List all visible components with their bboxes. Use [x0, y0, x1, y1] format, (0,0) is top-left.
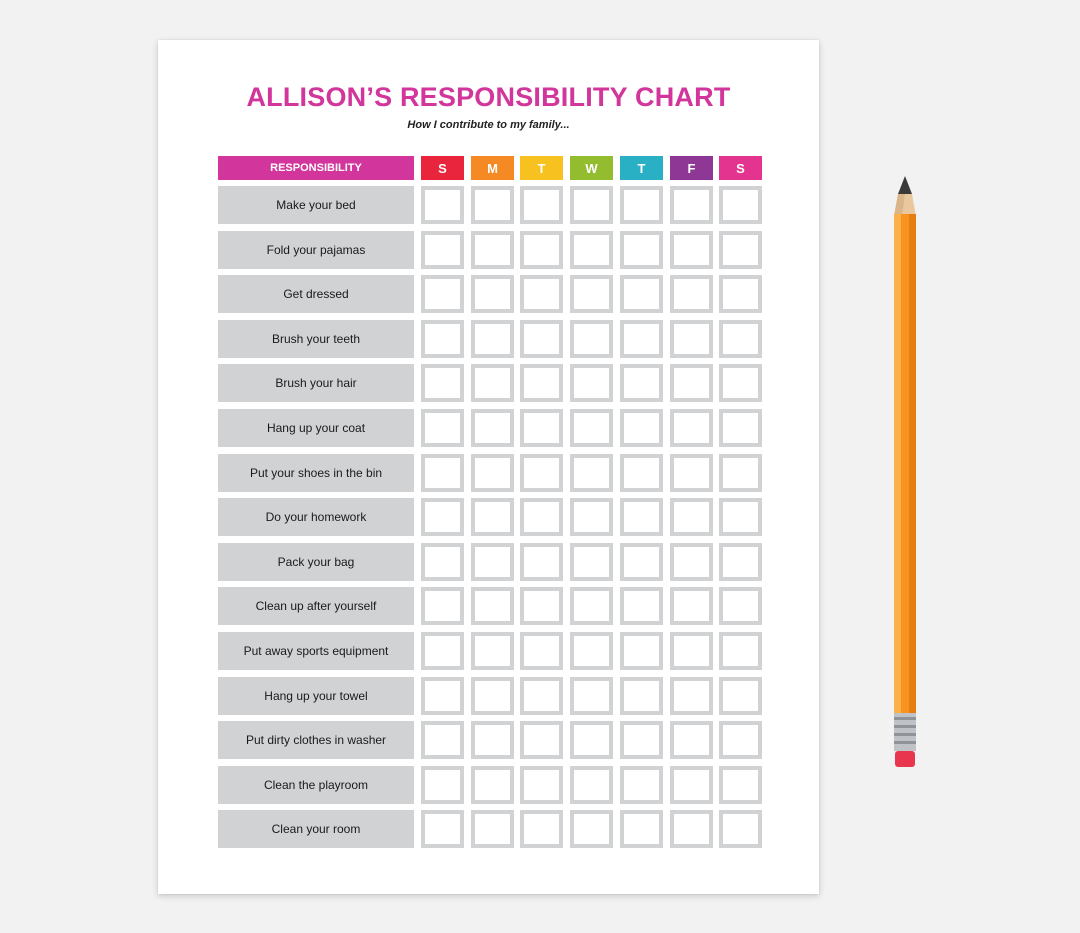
checkbox[interactable]	[471, 587, 514, 625]
checkbox[interactable]	[421, 587, 464, 625]
checkbox[interactable]	[670, 721, 713, 759]
checkbox[interactable]	[471, 810, 514, 848]
task-row	[218, 186, 763, 224]
checkbox[interactable]	[570, 275, 613, 313]
task-row	[218, 320, 763, 358]
task-row	[218, 454, 763, 492]
checkbox[interactable]	[570, 766, 613, 804]
checkbox[interactable]	[520, 632, 563, 670]
checkbox[interactable]	[670, 677, 713, 715]
checkbox[interactable]	[471, 409, 514, 447]
day-header-6: S	[719, 156, 762, 180]
task-label: Get dressed	[218, 275, 414, 313]
task-label: Hang up your towel	[218, 677, 414, 715]
checkbox[interactable]	[570, 810, 613, 848]
checkbox[interactable]	[620, 364, 663, 402]
task-label: Pack your bag	[218, 543, 414, 581]
chart-title: ALLISON’S RESPONSIBILITY CHART	[246, 82, 731, 112]
checkbox[interactable]	[421, 543, 464, 581]
checkbox[interactable]	[670, 275, 713, 313]
checkbox[interactable]	[471, 275, 514, 313]
checkbox[interactable]	[620, 677, 663, 715]
checkbox[interactable]	[520, 721, 563, 759]
checkbox[interactable]	[719, 231, 762, 269]
checkbox[interactable]	[471, 364, 514, 402]
checkbox[interactable]	[570, 186, 613, 224]
checkbox[interactable]	[520, 364, 563, 402]
checkbox[interactable]	[620, 543, 663, 581]
checkbox[interactable]	[520, 677, 563, 715]
checkbox[interactable]	[520, 498, 563, 536]
checkbox[interactable]	[570, 409, 613, 447]
checkbox[interactable]	[670, 409, 713, 447]
checkbox[interactable]	[719, 454, 762, 492]
checkbox[interactable]	[670, 364, 713, 402]
checkbox[interactable]	[719, 677, 762, 715]
checkbox[interactable]	[421, 810, 464, 848]
checkbox[interactable]	[471, 231, 514, 269]
checkbox[interactable]	[421, 766, 464, 804]
checkbox[interactable]	[620, 275, 663, 313]
chart-sheet	[158, 40, 819, 894]
checkbox[interactable]	[670, 810, 713, 848]
checkbox[interactable]	[620, 454, 663, 492]
task-row	[218, 364, 763, 402]
task-row	[218, 766, 763, 804]
checkbox[interactable]	[570, 632, 613, 670]
task-row	[218, 231, 763, 269]
checkbox[interactable]	[719, 364, 762, 402]
responsibility-header: RESPONSIBILITY	[218, 156, 414, 180]
checkbox[interactable]	[471, 454, 514, 492]
checkbox[interactable]	[421, 454, 464, 492]
day-header-3: W	[570, 156, 613, 180]
checkbox[interactable]	[421, 364, 464, 402]
task-label: Brush your hair	[218, 364, 414, 402]
task-label: Clean up after yourself	[218, 587, 414, 625]
checkbox[interactable]	[421, 275, 464, 313]
task-label: Put dirty clothes in washer	[218, 721, 414, 759]
checkbox[interactable]	[620, 766, 663, 804]
checkbox[interactable]	[620, 186, 663, 224]
checkbox[interactable]	[620, 721, 663, 759]
checkbox[interactable]	[471, 721, 514, 759]
checkbox[interactable]	[719, 409, 762, 447]
checkbox[interactable]	[421, 409, 464, 447]
checkbox[interactable]	[471, 677, 514, 715]
checkbox[interactable]	[570, 364, 613, 402]
checkbox[interactable]	[719, 587, 762, 625]
task-label: Make your bed	[218, 186, 414, 224]
task-row	[218, 543, 763, 581]
task-row	[218, 632, 763, 670]
checkbox[interactable]	[520, 454, 563, 492]
checkbox[interactable]	[520, 320, 563, 358]
checkbox[interactable]	[421, 721, 464, 759]
task-row	[218, 409, 763, 447]
checkbox[interactable]	[471, 632, 514, 670]
checkbox[interactable]	[520, 543, 563, 581]
checkbox[interactable]	[620, 810, 663, 848]
checkbox[interactable]	[719, 320, 762, 358]
checkbox[interactable]	[719, 186, 762, 224]
checkbox[interactable]	[570, 587, 613, 625]
task-row	[218, 810, 763, 848]
checkbox[interactable]	[570, 721, 613, 759]
checkbox[interactable]	[570, 677, 613, 715]
checkbox[interactable]	[719, 543, 762, 581]
task-label: Hang up your coat	[218, 409, 414, 447]
pencil-icon	[890, 176, 920, 771]
task-label: Fold your pajamas	[218, 231, 414, 269]
checkbox[interactable]	[471, 186, 514, 224]
checkbox[interactable]	[620, 409, 663, 447]
checkbox[interactable]	[719, 632, 762, 670]
task-label: Put your shoes in the bin	[218, 454, 414, 492]
checkbox[interactable]	[520, 275, 563, 313]
checkbox[interactable]	[719, 766, 762, 804]
checkbox[interactable]	[570, 231, 613, 269]
checkbox[interactable]	[670, 231, 713, 269]
task-label: Clean the playroom	[218, 766, 414, 804]
checkbox[interactable]	[719, 721, 762, 759]
day-header-4: T	[620, 156, 663, 180]
checkbox[interactable]	[620, 587, 663, 625]
checkbox[interactable]	[670, 498, 713, 536]
checkbox[interactable]	[421, 498, 464, 536]
task-row	[218, 498, 763, 536]
checkbox[interactable]	[421, 186, 464, 224]
checkbox[interactable]	[421, 231, 464, 269]
checkbox[interactable]	[719, 498, 762, 536]
checkbox[interactable]	[520, 766, 563, 804]
checkbox[interactable]	[620, 632, 663, 670]
day-header-0: S	[421, 156, 464, 180]
task-label: Do your homework	[218, 498, 414, 536]
day-header-1: M	[471, 156, 514, 180]
checkbox[interactable]	[670, 186, 713, 224]
checkbox[interactable]	[471, 543, 514, 581]
checkbox[interactable]	[421, 632, 464, 670]
task-row	[218, 275, 763, 313]
checkbox[interactable]	[620, 231, 663, 269]
chart-subtitle: How I contribute to my family...	[407, 119, 570, 131]
checkbox[interactable]	[670, 454, 713, 492]
day-header-5: F	[670, 156, 713, 180]
day-header-2: T	[520, 156, 563, 180]
checkbox[interactable]	[570, 543, 613, 581]
checkbox[interactable]	[570, 320, 613, 358]
checkbox[interactable]	[620, 320, 663, 358]
checkbox[interactable]	[520, 231, 563, 269]
checkbox[interactable]	[421, 320, 464, 358]
task-label: Brush your teeth	[218, 320, 414, 358]
checkbox[interactable]	[620, 498, 663, 536]
task-row	[218, 587, 763, 625]
checkbox[interactable]	[471, 766, 514, 804]
checkbox[interactable]	[421, 677, 464, 715]
task-label: Put away sports equipment	[218, 632, 414, 670]
checkbox[interactable]	[670, 587, 713, 625]
task-row	[218, 677, 763, 715]
task-row	[218, 721, 763, 759]
checkbox[interactable]	[520, 409, 563, 447]
checkbox[interactable]	[570, 454, 613, 492]
checkbox[interactable]	[471, 320, 514, 358]
checkbox[interactable]	[520, 186, 563, 224]
checkbox[interactable]	[570, 498, 613, 536]
checkbox[interactable]	[670, 632, 713, 670]
checkbox[interactable]	[670, 766, 713, 804]
checkbox[interactable]	[670, 543, 713, 581]
checkbox[interactable]	[719, 275, 762, 313]
checkbox[interactable]	[670, 320, 713, 358]
checkbox[interactable]	[719, 810, 762, 848]
checkbox[interactable]	[520, 810, 563, 848]
task-label: Clean your room	[218, 810, 414, 848]
checkbox[interactable]	[520, 587, 563, 625]
checkbox[interactable]	[471, 498, 514, 536]
